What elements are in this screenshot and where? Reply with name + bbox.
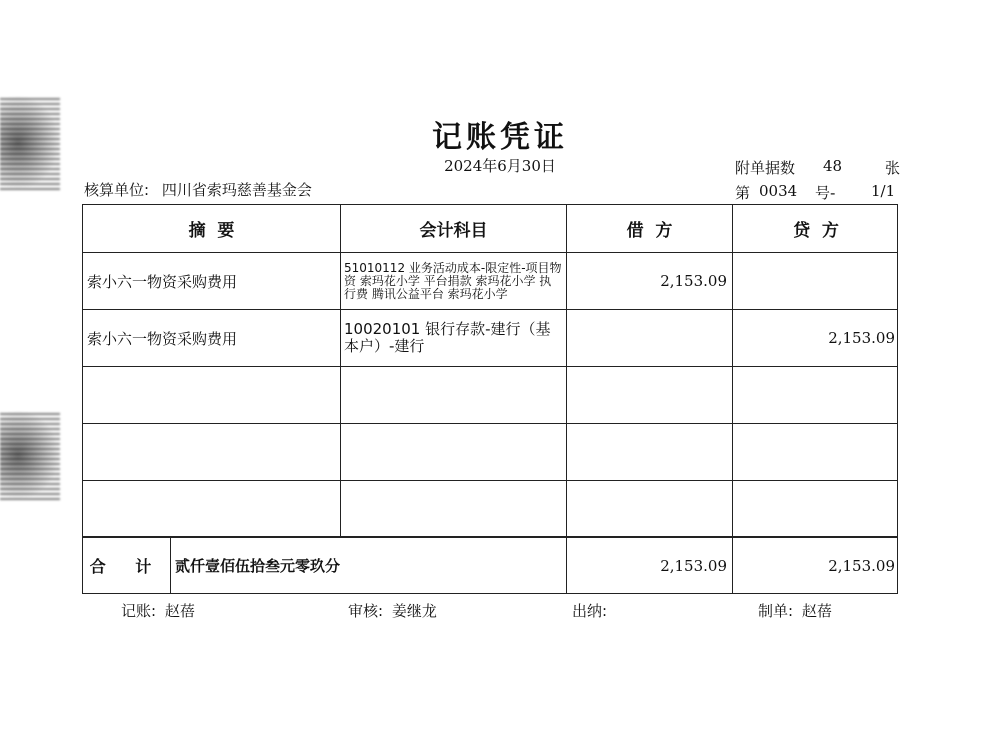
row-account (341, 367, 567, 423)
header-account: 会计科目 (341, 205, 567, 252)
row-account (341, 481, 567, 536)
row-account: 10020101 银行存款-建行（基本户）-建行 (341, 310, 567, 366)
maker-signature (758, 600, 832, 621)
row-summary (83, 424, 341, 480)
row-credit: 2,153.09 (828, 329, 895, 347)
header-credit: 贷 方 (793, 221, 839, 241)
maker-name: 赵蓓 (801, 602, 832, 620)
total-label: 合 计 (83, 538, 171, 593)
serial-suffix: 号- (815, 184, 836, 202)
table-header (83, 205, 897, 253)
unit-label: 核算单位: (84, 181, 150, 199)
cashier-signature (572, 600, 611, 621)
serial-number: 0034 (759, 182, 798, 200)
table-row (83, 253, 897, 310)
row-debit (567, 481, 733, 536)
scan-artifact (0, 410, 60, 500)
bookkeeper-signature (121, 600, 195, 621)
row-credit (733, 253, 899, 309)
header-debit: 借 方 (567, 205, 733, 252)
total-credit: 2,153.09 (828, 556, 895, 575)
table-row (83, 481, 897, 538)
accounting-unit (84, 179, 312, 200)
table-row (83, 310, 897, 367)
row-debit (567, 424, 733, 480)
cashier-label: 出纳: (572, 602, 608, 620)
bookkeeper-name: 赵蓓 (164, 602, 195, 620)
row-summary (83, 481, 341, 536)
total-row (83, 538, 897, 593)
voucher-table (82, 204, 898, 594)
row-account (341, 424, 567, 480)
attachments-label: 附单据数 (735, 159, 796, 177)
attachments-info (735, 157, 900, 178)
row-summary: 索小六一物资采购费用 (83, 310, 341, 366)
serial-prefix: 第 (735, 184, 751, 202)
row-account: 51010112 业务活动成本-限定性-项目物资 索玛花小学 平台捐款 索玛花小学 执行费 腾讯公益平台 索玛花小学 (341, 253, 567, 309)
reviewer-name: 姜继龙 (391, 602, 437, 620)
bookkeeper-label: 记账: (121, 602, 157, 620)
unit-name: 四川省索玛慈善基金会 (161, 181, 312, 199)
reviewer-signature (348, 600, 437, 621)
voucher-date: 2024年6月30日 (444, 157, 556, 175)
row-debit (567, 367, 733, 423)
row-summary (83, 367, 341, 423)
attachments-unit: 张 (885, 159, 901, 177)
total-amount-words: 贰仟壹佰伍拾叁元零玖分 (171, 538, 567, 593)
reviewer-label: 审核: (348, 602, 384, 620)
voucher-title: 记账凭证 (432, 120, 568, 155)
row-debit (567, 310, 733, 366)
header-summary: 摘 要 (83, 205, 341, 252)
row-credit (733, 481, 899, 536)
attachments-count: 48 (823, 157, 843, 175)
row-credit (733, 424, 899, 480)
voucher-serial (735, 182, 895, 203)
maker-label: 制单: (758, 602, 794, 620)
page-number: 1/1 (871, 182, 896, 200)
row-credit (733, 367, 899, 423)
row-summary: 索小六一物资采购费用 (83, 253, 341, 309)
row-debit: 2,153.09 (567, 253, 733, 309)
table-row (83, 367, 897, 424)
total-debit: 2,153.09 (567, 538, 733, 593)
table-row (83, 424, 897, 481)
